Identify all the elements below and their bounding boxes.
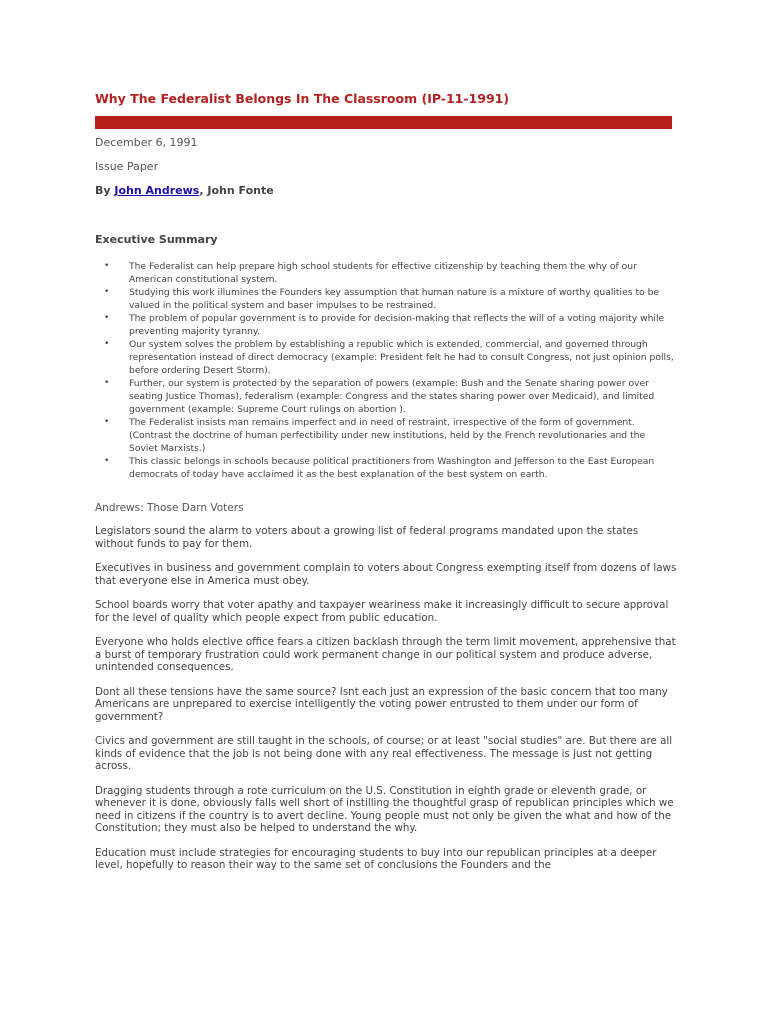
- summary-item: [95, 312, 675, 338]
- summary-item-text: The Federalist can help prepare high school students for effective citizenship by teaching them the why of our American constitutional system.: [129, 261, 637, 285]
- document-type: Issue Paper: [95, 160, 159, 173]
- summary-item-text: Our system solves the problem by establishing a republic which is extended, commercial, and governed through representation instead of direct democracy (example: President felt he had to consult Congress, not just opinion polls, before ordering Desert Storm).: [129, 339, 674, 376]
- bullet-icon: •: [104, 339, 110, 349]
- body-paragraph: Everyone who holds elective office fears a citizen backlash through the term limit movement, apprehensive that a burst of temporary frustration could work permanent change in our political system and produce adverse, unintended consequences.: [95, 636, 676, 673]
- executive-summary-heading: Executive Summary: [95, 233, 218, 246]
- summary-item: [95, 260, 675, 286]
- bullet-icon: •: [104, 261, 110, 271]
- summary-item: [95, 416, 675, 455]
- byline: [95, 184, 274, 197]
- summary-item-text: The Federalist insists man remains imperfect and in need of restraint, irrespective of the form of government. (Contrast the doctrine of human perfectibility under new institutions, held by the French revolutionaries and the Soviet Marxists.): [129, 417, 646, 454]
- body-paragraph: Dont all these tensions have the same source? Isnt each just an expression of the basic concern that too many Americans are unprepared to exercise intelligently the voting power entrusted to them under our form of government?: [95, 685, 668, 723]
- body-paragraph: Education must include strategies for encouraging students to buy into our republican principles at a deeper level, hopefully to reason their way to the same set of conclusions the Founders and the: [95, 846, 657, 871]
- executive-summary-list: [95, 260, 675, 481]
- summary-item-text: This classic belongs in schools because political practitioners from Washington and Jefferson to the East European democrats of today have acclaimed it as the best explanation of the best system on earth.: [129, 456, 655, 480]
- title-rule: [95, 116, 672, 129]
- bullet-icon: •: [104, 417, 110, 427]
- bullet-icon: •: [104, 456, 110, 466]
- summary-item-text: Further, our system is protected by the separation of powers (example: Bush and the Senate sharing power over seating Justice Thomas), federalism (example: Congress and the states sharing power over Medicaid), and limited government (example: Supreme Court rulings on abortion ).: [129, 378, 655, 415]
- document-date: December 6, 1991: [95, 136, 198, 149]
- byline-separator: ,: [199, 184, 208, 197]
- section-heading: Andrews: Those Darn Voters: [95, 502, 244, 514]
- bullet-icon: •: [104, 287, 110, 297]
- bullet-icon: •: [104, 378, 110, 388]
- summary-item-text: The problem of popular government is to provide for decision-making that reflects the will of a voting majority while preventing majority tyranny.: [129, 313, 665, 337]
- summary-item-text: Studying this work illumines the Founders key assumption that human nature is a mixture of worthy qualities to be valued in the political system and baser impulses to be restrained.: [129, 287, 660, 311]
- summary-item: [95, 455, 675, 481]
- body-paragraph: Executives in business and government complain to voters about Congress exempting itself from dozens of laws that everyone else in America must obey.: [95, 562, 677, 587]
- body-paragraph: Legislators sound the alarm to voters about a growing list of federal programs mandated upon the states without funds to pay for them.: [95, 525, 639, 550]
- summary-item: [95, 286, 675, 312]
- bullet-icon: •: [104, 313, 110, 323]
- summary-item: [95, 377, 675, 416]
- byline-prefix: By: [95, 184, 115, 197]
- body-paragraph: Dragging students through a rote curriculum on the U.S. Constitution in eighth grade or eleventh grade, or whenever it is done, obviously falls well short of instilling the thoughtful grasp of republican principles which we need in citizens if the country is to avert decline. Young people must not only be given the what and how of the Constitution; they must also be helped to understand the why.: [95, 784, 674, 834]
- summary-item: [95, 338, 675, 377]
- author-link[interactable]: John Andrews: [114, 184, 200, 197]
- article-body: [95, 525, 680, 884]
- coauthor-name: John Fonte: [207, 184, 274, 197]
- body-paragraph: School boards worry that voter apathy and taxpayer weariness make it increasingly difficult to secure approval for the level of quality which people expect from public education.: [95, 599, 669, 624]
- body-paragraph: Civics and government are still taught in the schools, of course; or at least "social studies" are. But there are all kinds of evidence that the job is not being done with any real effectiveness. The message is just not getting across.: [95, 735, 673, 772]
- document-title: Why The Federalist Belongs In The Classroom (IP-11-1991): [95, 91, 510, 106]
